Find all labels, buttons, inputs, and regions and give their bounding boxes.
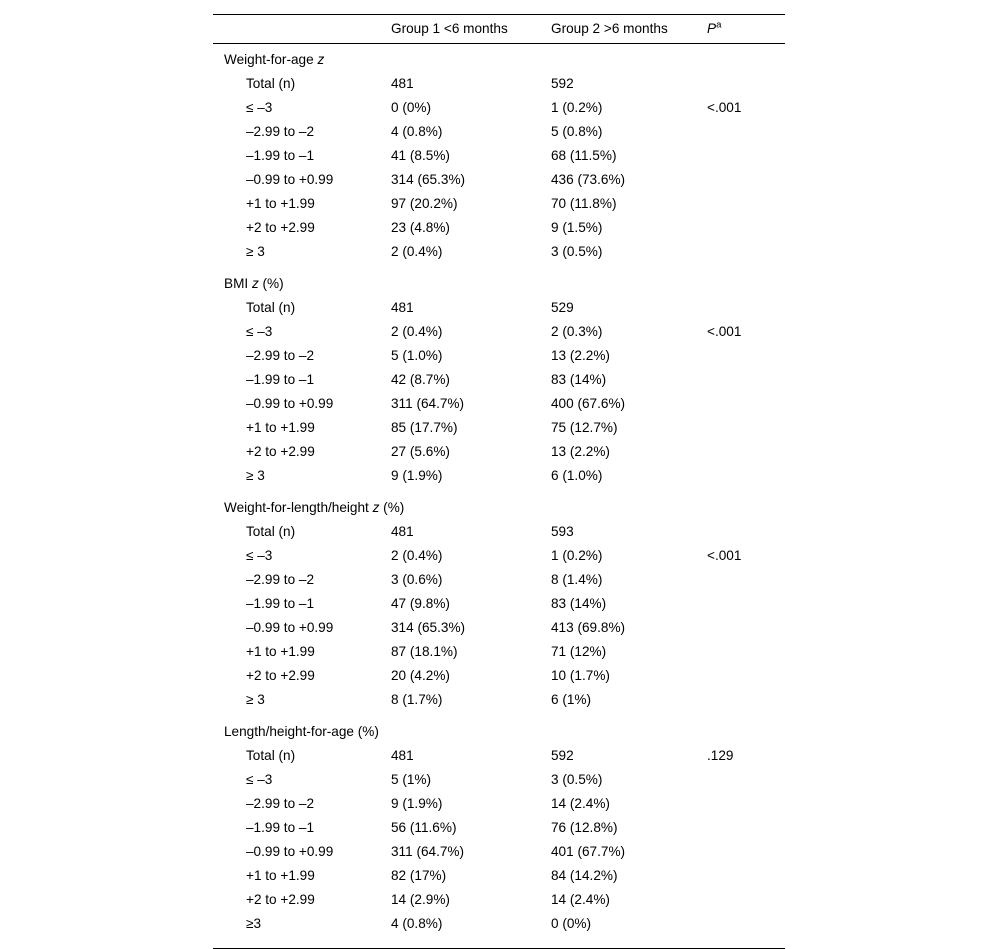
cell-group-1: 9 (1.9%): [391, 795, 443, 811]
cell-p-value: [707, 621, 785, 645]
row-label: +2 to +2.99: [246, 219, 315, 235]
row-label: ≥ 3: [246, 691, 265, 707]
table-row: [213, 173, 785, 197]
table-row: [213, 397, 785, 421]
cell-group-2: 5 (0.8%): [551, 123, 603, 139]
cell-group-1: 0 (0%): [391, 99, 432, 115]
section-title-prefix: Length/height-for-age (%): [224, 723, 379, 739]
section-title-suffix: (%): [379, 499, 405, 515]
cell-p-value: [707, 301, 785, 325]
cell-group-2: 83 (14%): [551, 371, 607, 387]
cell-group-2: 8 (1.4%): [551, 571, 603, 587]
cell-group-2: 3 (0.5%): [551, 771, 603, 787]
cell-p-value: [707, 869, 785, 893]
row-label: Total (n): [246, 75, 296, 91]
cell-group-2: 1 (0.2%): [551, 99, 603, 115]
cell-p-value: [707, 797, 785, 821]
cell-p-value: [707, 197, 785, 221]
cell-group-2: 400 (67.6%): [551, 395, 626, 411]
cell-group-1: 2 (0.4%): [391, 243, 443, 259]
cell-group-2: 70 (11.8%): [551, 195, 617, 211]
row-label: +1 to +1.99: [246, 643, 315, 659]
section-title-suffix: (%): [258, 275, 284, 291]
row-label: +2 to +2.99: [246, 443, 315, 459]
cell-group-1: 314 (65.3%): [391, 619, 466, 635]
table-row: [213, 797, 785, 821]
cell-p-value: [707, 77, 785, 101]
row-label: –0.99 to +0.99: [246, 619, 334, 635]
cell-group-1: 3 (0.6%): [391, 571, 443, 587]
cell-group-1: 4 (0.8%): [391, 917, 551, 949]
table-row: [213, 621, 785, 645]
table-row: [213, 549, 785, 573]
cell-group-2: 1 (0.2%): [551, 547, 603, 563]
row-label: –0.99 to +0.99: [246, 395, 334, 411]
cell-group-1: 20 (4.2%): [391, 667, 450, 683]
table-row: [213, 245, 785, 269]
cell-p-value: [707, 773, 785, 797]
table-row: [213, 421, 785, 445]
row-label: ≤ –3: [246, 99, 273, 115]
cell-group-1: 14 (2.9%): [391, 891, 450, 907]
section-title-prefix: Weight-for-age: [224, 51, 318, 67]
row-label: –1.99 to –1: [246, 147, 315, 163]
cell-group-1: 97 (20.2%): [391, 195, 458, 211]
cell-p-value: [707, 445, 785, 469]
cell-group-2: 13 (2.2%): [551, 443, 610, 459]
row-label: Total (n): [246, 299, 296, 315]
cell-group-2: 6 (1%): [551, 691, 592, 707]
column-header-p-value: [707, 15, 785, 44]
section-header-row: [213, 43, 785, 77]
row-label: ≤ –3: [246, 547, 273, 563]
table-row: [213, 301, 785, 325]
table-row: [213, 197, 785, 221]
row-label: +1 to +1.99: [246, 419, 315, 435]
table-row: [213, 645, 785, 669]
section-title-text: [224, 276, 284, 291]
section-title-italic-z: z: [372, 499, 380, 515]
row-label: Total (n): [246, 747, 296, 763]
table-row: [213, 445, 785, 469]
section-title-italic-z: z: [251, 275, 259, 291]
cell-p-value: [707, 149, 785, 173]
cell-p-value: [707, 373, 785, 397]
row-label: –2.99 to –2: [246, 795, 315, 811]
cell-group-1: 5 (1%): [391, 771, 432, 787]
cell-p-value: [707, 173, 785, 197]
table-row: [213, 893, 785, 917]
cell-p-value: [707, 525, 785, 549]
cell-group-2: 10 (1.7%): [551, 667, 610, 683]
cell-group-2: 68 (11.5%): [551, 147, 617, 163]
cell-p-value: [707, 597, 785, 621]
table-row: [213, 125, 785, 149]
row-label: ≥ 3: [246, 467, 265, 483]
section-title-text: [224, 52, 324, 67]
section-title-text: [224, 724, 379, 739]
table-row: [213, 749, 785, 773]
cell-group-1: 42 (8.7%): [391, 371, 450, 387]
section-title-weight-for-length-height-z: [213, 493, 785, 525]
cell-group-2: 83 (14%): [551, 595, 607, 611]
row-label: –2.99 to –2: [246, 347, 315, 363]
section-title-italic-z: z: [317, 51, 325, 67]
table-row: [213, 77, 785, 101]
row-label: –2.99 to –2: [246, 123, 315, 139]
cell-p-value: [707, 221, 785, 245]
cell-group-1: 311 (64.7%): [391, 395, 465, 411]
cell-group-2: 0 (0%): [551, 917, 707, 949]
cell-p-value: [707, 821, 785, 845]
row-label: –0.99 to +0.99: [246, 171, 334, 187]
cell-group-1: 2 (0.4%): [391, 323, 443, 339]
statistics-table-container: [213, 14, 785, 949]
row-label: ≤ –3: [246, 771, 273, 787]
anthropometric-z-score-table: [213, 14, 785, 949]
row-label: +1 to +1.99: [246, 195, 315, 211]
cell-group-1: 47 (9.8%): [391, 595, 450, 611]
row-label: +2 to +2.99: [246, 667, 315, 683]
cell-group-2: 76 (12.8%): [551, 819, 618, 835]
cell-group-1: 311 (64.7%): [391, 843, 465, 859]
cell-p-value: .129: [707, 747, 734, 763]
cell-group-2: 9 (1.5%): [551, 219, 603, 235]
row-label: –1.99 to –1: [246, 819, 315, 835]
cell-p-value: [707, 397, 785, 421]
cell-group-1: 85 (17.7%): [391, 419, 458, 435]
cell-p-value: [707, 573, 785, 597]
table-row: [213, 773, 785, 797]
row-label: ≤ –3: [246, 323, 273, 339]
cell-group-2: 71 (12%): [551, 643, 607, 659]
table-row: [213, 597, 785, 621]
cell-group-2: 3 (0.5%): [551, 243, 603, 259]
table-row: [213, 101, 785, 125]
column-header-group-2: Group 2 >6 months: [551, 15, 707, 44]
cell-group-1: 41 (8.5%): [391, 147, 450, 163]
p-symbol: P: [707, 21, 717, 36]
cell-group-2: 6 (1.0%): [551, 467, 603, 483]
cell-p-value: [707, 349, 785, 373]
table-row: [213, 349, 785, 373]
cell-p-value: <.001: [707, 99, 742, 115]
table-row: [213, 821, 785, 845]
column-header-group-1: Group 1 <6 months: [391, 15, 551, 44]
section-title-bmi-z: [213, 269, 785, 301]
table-header: [213, 15, 785, 44]
row-label: ≥ 3: [246, 243, 265, 259]
cell-group-1: 481: [391, 523, 414, 539]
cell-group-2: 13 (2.2%): [551, 347, 610, 363]
cell-p-value: [707, 917, 785, 949]
table-body: [213, 43, 785, 948]
table-row: [213, 573, 785, 597]
table-row: [213, 693, 785, 717]
cell-group-1: 9 (1.9%): [391, 467, 443, 483]
section-title-prefix: BMI: [224, 275, 252, 291]
cell-group-2: 436 (73.6%): [551, 171, 626, 187]
section-header-row: [213, 717, 785, 749]
cell-group-2: 14 (2.4%): [551, 891, 610, 907]
row-label: +2 to +2.99: [246, 891, 315, 907]
row-label: –0.99 to +0.99: [246, 843, 334, 859]
cell-group-1: 2 (0.4%): [391, 547, 443, 563]
cell-group-1: 481: [391, 75, 414, 91]
table-row: [213, 525, 785, 549]
cell-group-1: 5 (1.0%): [391, 347, 443, 363]
row-label: +1 to +1.99: [246, 867, 315, 883]
section-header-row: [213, 493, 785, 525]
table-row: [213, 669, 785, 693]
cell-p-value: [707, 421, 785, 445]
row-label: Total (n): [246, 523, 296, 539]
cell-group-1: 23 (4.8%): [391, 219, 450, 235]
cell-p-value: [707, 845, 785, 869]
cell-group-2: 413 (69.8%): [551, 619, 626, 635]
cell-group-1: 82 (17%): [391, 867, 447, 883]
cell-p-value: [707, 893, 785, 917]
section-title-length-height-for-age: [213, 717, 785, 749]
row-label: –1.99 to –1: [246, 371, 315, 387]
cell-group-2: 75 (12.7%): [551, 419, 618, 435]
cell-group-1: 481: [391, 299, 414, 315]
cell-p-value: [707, 469, 785, 493]
table-row: [213, 917, 785, 949]
cell-group-2: 14 (2.4%): [551, 795, 610, 811]
cell-p-value: [707, 669, 785, 693]
cell-group-2: 401 (67.7%): [551, 843, 626, 859]
cell-group-1: 481: [391, 747, 414, 763]
table-row: [213, 373, 785, 397]
table-row: [213, 845, 785, 869]
cell-p-value: <.001: [707, 323, 742, 339]
cell-group-2: 593: [551, 523, 574, 539]
table-row: [213, 221, 785, 245]
cell-group-2: 592: [551, 75, 574, 91]
cell-group-1: 4 (0.8%): [391, 123, 443, 139]
cell-p-value: [707, 245, 785, 269]
cell-group-2: 84 (14.2%): [551, 867, 618, 883]
cell-group-1: 8 (1.7%): [391, 691, 443, 707]
cell-p-value: [707, 693, 785, 717]
cell-p-value: [707, 645, 785, 669]
footnote-marker-a: a: [716, 19, 722, 31]
section-title-text: [224, 500, 404, 515]
section-title-prefix: Weight-for-length/height: [224, 499, 373, 515]
row-label: ≥3: [213, 917, 391, 949]
column-header-measure: [213, 15, 391, 44]
cell-p-value: [707, 125, 785, 149]
cell-p-value: <.001: [707, 547, 742, 563]
row-label: –1.99 to –1: [246, 595, 315, 611]
section-header-row: [213, 269, 785, 301]
cell-group-2: 529: [551, 299, 574, 315]
table-row: [213, 469, 785, 493]
cell-group-2: 2 (0.3%): [551, 323, 603, 339]
table-row: [213, 149, 785, 173]
cell-group-1: 27 (5.6%): [391, 443, 450, 459]
section-title-weight-for-age: [213, 43, 785, 77]
cell-group-1: 87 (18.1%): [391, 643, 458, 659]
cell-group-1: 56 (11.6%): [391, 819, 457, 835]
row-label: –2.99 to –2: [246, 571, 315, 587]
cell-group-2: 592: [551, 747, 574, 763]
cell-group-1: 314 (65.3%): [391, 171, 466, 187]
table-row: [213, 325, 785, 349]
table-header-row: [213, 15, 785, 44]
table-row: [213, 869, 785, 893]
